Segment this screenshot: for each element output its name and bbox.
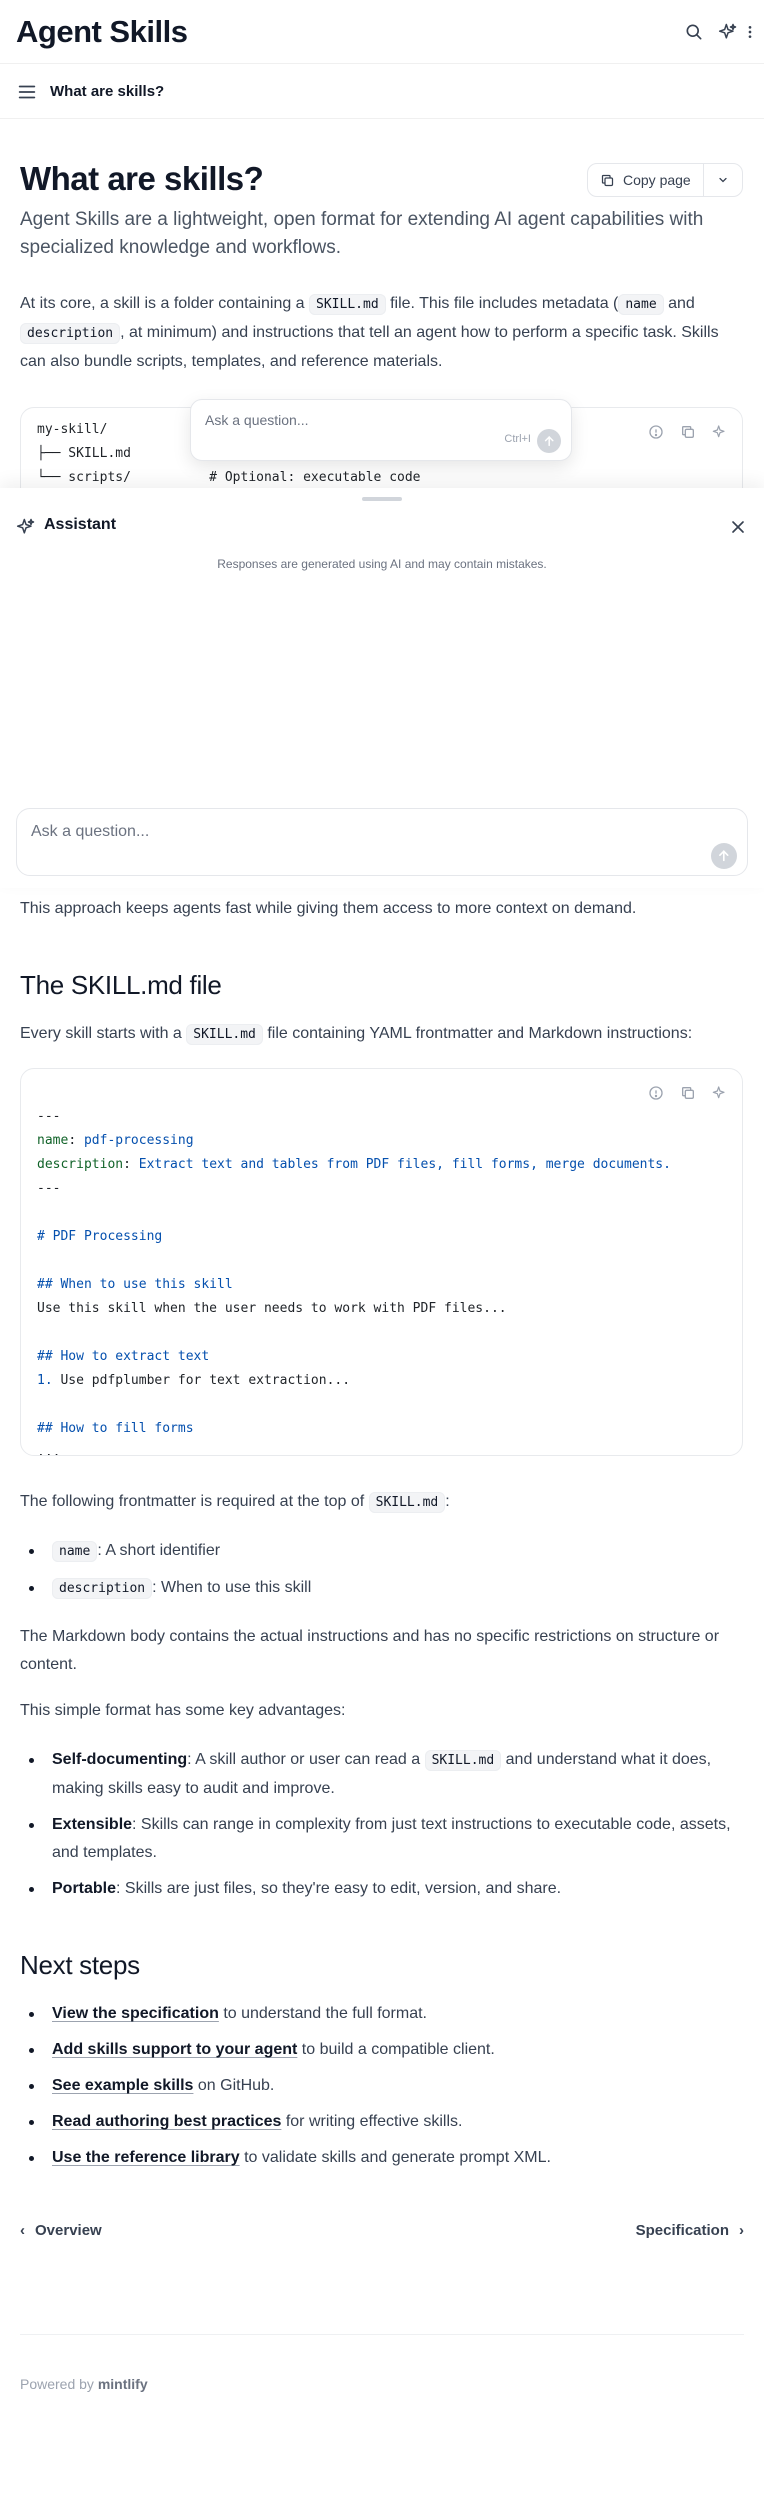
mintlify-logo: mintlify xyxy=(97,2376,148,2392)
code-line: ## When to use this skill xyxy=(37,1277,233,1292)
advantage-text: : A skill author or user can read a xyxy=(187,1751,425,1768)
code-line xyxy=(37,1369,726,1393)
intro-text: file. This file includes metadata ( xyxy=(385,295,619,312)
footer-divider xyxy=(20,2334,744,2335)
inline-code: SKILL.md xyxy=(309,294,386,315)
prev-page-link[interactable] xyxy=(20,2222,102,2239)
list-item xyxy=(20,1537,748,1566)
advantages-list xyxy=(20,1746,748,1903)
yaml-key: description xyxy=(37,1157,124,1172)
inline-code: name xyxy=(618,294,663,315)
page-navigation xyxy=(20,2222,744,2252)
assistant-input-placeholder[interactable]: Ask a question... xyxy=(31,823,150,840)
close-icon[interactable] xyxy=(728,517,748,537)
arrow-up-icon xyxy=(716,848,732,864)
code-line: name: pdf-processing xyxy=(37,1133,194,1148)
advantage-text: and understand what it does, making skills easy to audit and improve. xyxy=(52,1751,712,1797)
next-step-text: to validate skills and generate prompt XML. xyxy=(239,2149,551,2166)
search-icon[interactable] xyxy=(680,18,708,46)
sparkle-icon xyxy=(16,517,36,537)
list-item xyxy=(20,2108,748,2136)
send-button[interactable] xyxy=(711,843,737,869)
current-page-label: What are skills? xyxy=(50,83,165,100)
link-example-skills[interactable]: See example skills xyxy=(52,2077,194,2094)
inline-code: description xyxy=(52,1578,152,1599)
intro-text: At its core, a skill is a folder containing a xyxy=(20,295,310,312)
ask-question-popup[interactable] xyxy=(190,399,572,461)
copy-page-button[interactable] xyxy=(587,163,743,197)
chevron-down-icon xyxy=(717,174,729,186)
copy-page-dropdown[interactable] xyxy=(704,174,742,186)
approach-paragraph: This approach keeps agents fast while giving them access to more context on demand. xyxy=(20,900,637,917)
code-line xyxy=(37,1201,726,1225)
field-description: : When to use this skill xyxy=(152,1579,312,1596)
inline-code: SKILL.md xyxy=(369,1492,446,1513)
chevron-right-icon: › xyxy=(739,2222,744,2239)
info-icon[interactable] xyxy=(646,1083,666,1103)
advantage-text: : Skills are just files, so they're easy to edit, version, and share. xyxy=(116,1880,562,1897)
powered-by[interactable] xyxy=(20,2376,148,2392)
link-reference-library[interactable]: Use the reference library xyxy=(52,2149,240,2166)
frontmatter-intro xyxy=(20,1488,748,1517)
breadcrumb-bar xyxy=(0,64,764,119)
link-view-specification[interactable]: View the specification xyxy=(52,2005,219,2022)
code-line: --- xyxy=(37,1181,61,1196)
code-line xyxy=(37,1393,726,1417)
menu-icon[interactable] xyxy=(16,81,38,103)
copy-icon[interactable] xyxy=(678,1083,698,1103)
field-description: : A short identifier xyxy=(97,1542,221,1559)
advantage-title: Extensible xyxy=(52,1816,133,1833)
sparkle-icon[interactable] xyxy=(714,18,742,46)
list-item xyxy=(20,1746,748,1803)
list-item xyxy=(20,2036,748,2064)
yaml-value: pdf-processing xyxy=(76,1133,194,1148)
more-vertical-icon[interactable] xyxy=(742,18,758,46)
copy-page-main[interactable] xyxy=(588,164,704,196)
assistant-input[interactable] xyxy=(16,808,748,876)
advantage-title: Self-documenting xyxy=(52,1751,188,1768)
skillmd-intro-text: file containing YAML frontmatter and Markdown instructions: xyxy=(262,1025,693,1042)
intro-text: and xyxy=(663,295,695,312)
link-authoring-best-practices[interactable]: Read authoring best practices xyxy=(52,2113,282,2130)
link-add-skills-support[interactable]: Add skills support to your agent xyxy=(52,2041,298,2058)
code-tools xyxy=(646,422,730,442)
intro-text: , at minimum) and instructions that tell an agent how to perform a specific task. Skills can also bundle scripts, templates, and reference materials. xyxy=(20,324,719,370)
section-heading-next-steps: Next steps xyxy=(20,1950,140,1980)
inline-code: SKILL.md xyxy=(186,1024,263,1045)
info-icon[interactable] xyxy=(646,422,666,442)
sparkle-icon[interactable] xyxy=(710,422,730,442)
ai-disclaimer: Responses are generated using AI and may contain mistakes. xyxy=(217,557,547,571)
prev-page-label: Overview xyxy=(35,2222,102,2239)
list-item xyxy=(20,2000,748,2028)
yaml-key: name xyxy=(37,1133,69,1148)
ask-popup-placeholder[interactable]: Ask a question... xyxy=(205,412,309,428)
code-text: Use pdfplumber for text extraction... xyxy=(52,1373,351,1388)
skillmd-lines xyxy=(21,1069,742,1456)
next-step-text: to understand the full format. xyxy=(218,2005,427,2022)
code-line: ... xyxy=(37,1445,61,1456)
list-item xyxy=(20,1811,748,1867)
list-marker: 1. xyxy=(37,1373,53,1388)
code-line: # PDF Processing xyxy=(37,1229,163,1244)
assistant-title: Assistant xyxy=(44,516,117,533)
advantage-title: Portable xyxy=(52,1880,117,1897)
frontmatter-fields-list xyxy=(20,1537,748,1603)
body-paragraph: The Markdown body contains the actual instructions and has no specific restrictions on structure or content. xyxy=(20,1628,720,1673)
code-line xyxy=(37,1249,726,1273)
section-heading-skillmd: The SKILL.md file xyxy=(20,970,222,1000)
code-line: --- xyxy=(37,1109,61,1124)
list-item xyxy=(20,1574,748,1603)
top-bar xyxy=(0,0,764,64)
page-title: What are skills? xyxy=(20,160,264,197)
code-line: ## How to extract text xyxy=(37,1349,210,1364)
skillmd-intro-text: Every skill starts with a xyxy=(20,1025,187,1042)
frontmatter-text: The following frontmatter is required at the top of xyxy=(20,1493,369,1510)
list-item xyxy=(20,2072,748,2100)
code-tools xyxy=(646,1083,730,1103)
next-step-text: on GitHub. xyxy=(193,2077,275,2094)
code-line: my-skill/ xyxy=(37,422,108,437)
frontmatter-text: : xyxy=(445,1493,450,1510)
powered-by-label: Powered by xyxy=(20,2376,94,2392)
site-brand[interactable]: Agent Skills xyxy=(16,14,188,49)
code-line: └── scripts/ # Optional: executable code xyxy=(37,470,421,485)
next-step-text: to build a compatible client. xyxy=(297,2041,495,2058)
list-item xyxy=(20,1875,748,1903)
send-button[interactable] xyxy=(537,429,561,453)
code-line xyxy=(37,1321,726,1345)
code-line: Use this skill when the user needs to work with PDF files... xyxy=(37,1301,507,1316)
shortcut-hint: Ctrl+I xyxy=(504,433,531,445)
next-page-link[interactable] xyxy=(636,2222,744,2239)
code-line: ├── SKILL.md xyxy=(37,446,131,461)
advantage-text: : Skills can range in complexity from just text instructions to executable code, assets, and templates. xyxy=(52,1816,731,1861)
list-item xyxy=(20,2144,748,2172)
inline-code: SKILL.md xyxy=(425,1750,502,1771)
inline-code: description xyxy=(20,323,120,344)
drawer-handle[interactable] xyxy=(362,497,402,501)
chevron-left-icon: ‹ xyxy=(20,2222,25,2239)
advantages-intro: This simple format has some key advantages: xyxy=(20,1702,346,1719)
arrow-up-icon xyxy=(542,434,556,448)
copy-icon xyxy=(600,173,615,188)
skillmd-code-block xyxy=(20,1068,743,1456)
skillmd-intro xyxy=(20,1020,748,1049)
code-line: description: Extract text and tables from PDF files, fill forms, merge documents. xyxy=(37,1157,671,1172)
next-steps-list xyxy=(20,2000,748,2172)
code-line: ## How to fill forms xyxy=(37,1421,194,1436)
inline-code: name xyxy=(52,1541,97,1562)
copy-icon[interactable] xyxy=(678,422,698,442)
page-lead: Agent Skills are a lightweight, open format for extending AI agent capabilities with specialized knowledge and workflows. xyxy=(20,209,704,258)
next-page-label: Specification xyxy=(635,2222,729,2239)
yaml-value: Extract text and tables from PDF files, fill forms, merge documents. xyxy=(130,1157,671,1172)
intro-paragraph xyxy=(20,290,748,376)
sparkle-icon[interactable] xyxy=(710,1083,730,1103)
copy-page-label: Copy page xyxy=(623,172,691,188)
next-step-text: for writing effective skills. xyxy=(281,2113,463,2130)
